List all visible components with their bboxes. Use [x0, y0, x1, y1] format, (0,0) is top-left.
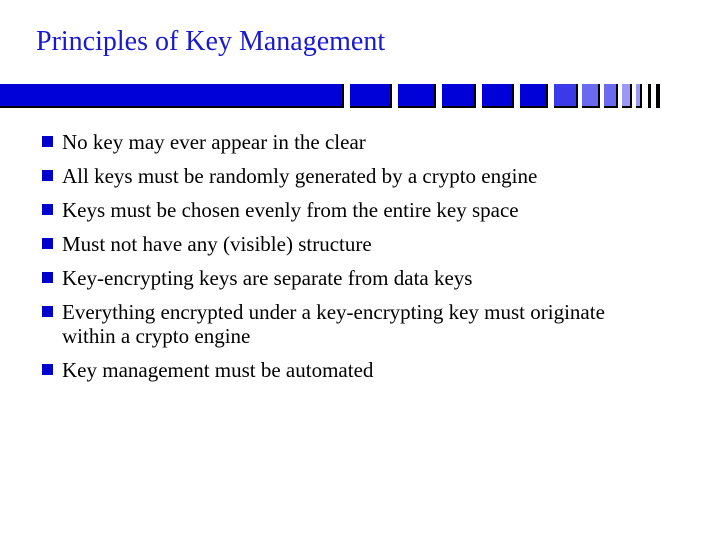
bullet-text: All keys must be randomly generated by a crypto engine [62, 164, 538, 188]
title-bar-segment [520, 84, 548, 108]
bullet-square-icon [42, 272, 53, 283]
bullet-text: No key may ever appear in the clear [62, 130, 366, 154]
title-bar-segment [350, 84, 392, 108]
bullet-text: Key-encrypting keys are separate from data keys [62, 266, 473, 290]
title-bar-segment [442, 84, 476, 108]
title-bar-segment [0, 84, 344, 108]
title-bar-segment [482, 84, 514, 108]
title-bar-segment [554, 84, 578, 108]
bullet-item [40, 266, 680, 290]
title-bar-segment [582, 84, 600, 108]
bullet-item [40, 198, 680, 222]
bullet-square-icon [42, 238, 53, 249]
title-bar-segment [604, 84, 618, 108]
bullet-square-icon [42, 170, 53, 181]
bullet-text: Keys must be chosen evenly from the entire key space [62, 198, 519, 222]
bullet-item [40, 232, 680, 256]
bullet-item [40, 358, 680, 382]
title-bar-segment [398, 84, 436, 108]
bullet-item [40, 164, 680, 188]
bullet-text: Must not have any (visible) structure [62, 232, 372, 256]
bullet-square-icon [42, 204, 53, 215]
decorative-title-bar [0, 84, 662, 108]
slide-title: Principles of Key Management [36, 26, 386, 57]
bullet-item [40, 130, 680, 154]
bullet-list [40, 130, 680, 392]
title-bar-segment [622, 84, 632, 108]
bullet-square-icon [42, 136, 53, 147]
title-bar-line [648, 84, 651, 108]
bullet-text: Key management must be automated [62, 358, 374, 382]
bullet-square-icon [42, 364, 53, 375]
bullet-text: Everything encrypted under a key-encrypting key must originate within a crypto engine [62, 300, 605, 348]
bullet-square-icon [42, 306, 53, 317]
bullet-item [40, 300, 622, 348]
title-bar-line [656, 84, 660, 108]
title-bar-segment [636, 84, 642, 108]
